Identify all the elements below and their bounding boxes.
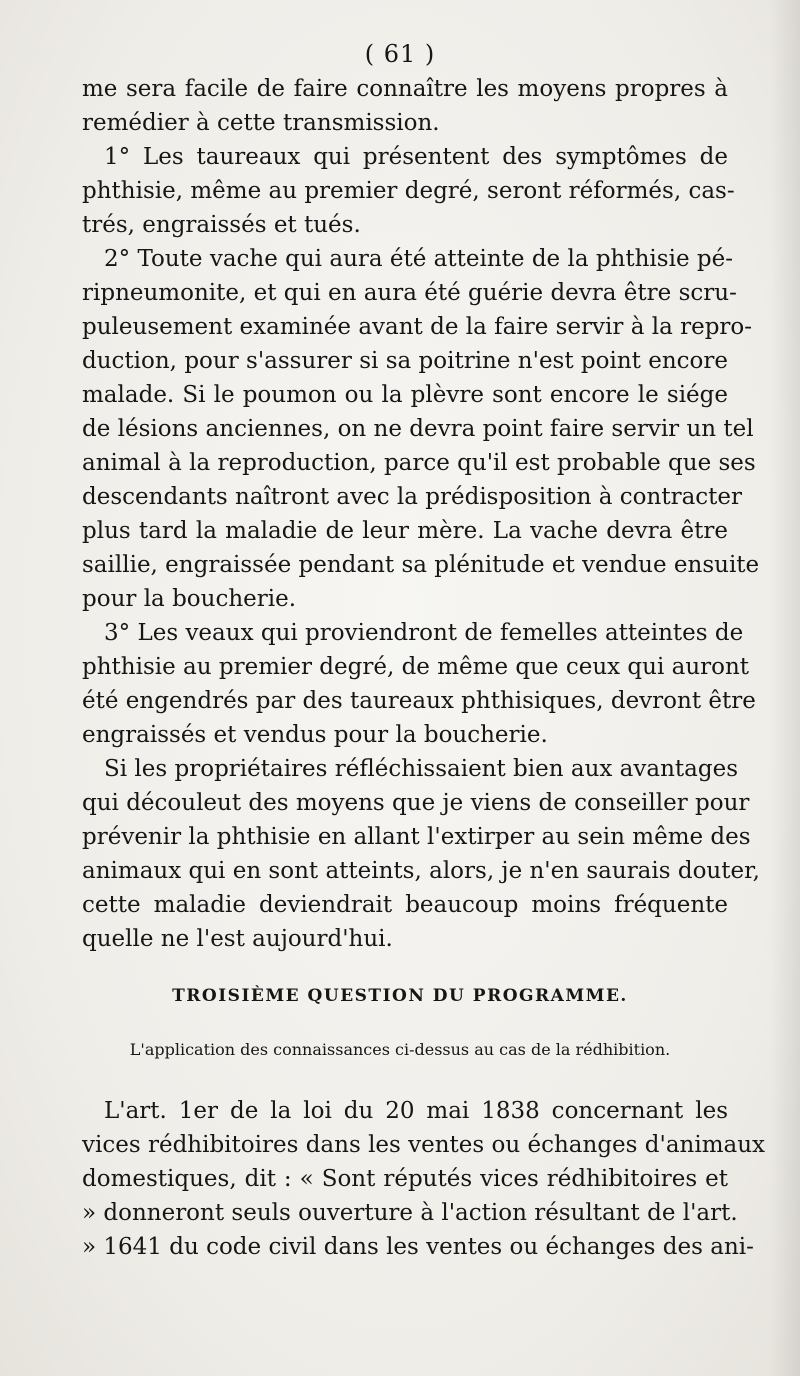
text-line: trés, engraissés et tués.	[82, 212, 361, 238]
text-line: phthisie au premier degré, de même que ceux qui auront	[82, 654, 750, 680]
text-line: descendants naîtront avec la prédisposition à contracter	[82, 484, 743, 510]
text-line: vices rédhibitoires dans les ventes ou échanges d'animaux	[82, 1132, 766, 1158]
page-edge-shadow	[770, 0, 800, 1376]
text-line: qui découleut des moyens que je viens de conseiller pour	[82, 790, 750, 816]
text-line: saillie, engraissée pendant sa plénitude et vendue ensuite	[82, 552, 760, 578]
text-line: remédier à cette transmission.	[82, 110, 440, 136]
section-heading: TROISIÈME QUESTION DU PROGRAMME.	[172, 986, 628, 1006]
text-line: animaux qui en sont atteints, alors, je n'en saurais douter,	[82, 858, 760, 884]
text-line: » 1641 du code civil dans les ventes ou échanges des ani-	[82, 1234, 754, 1260]
text-line: malade. Si le poumon ou la plèvre sont encore le siége	[82, 382, 728, 408]
text-line: L'art. 1er de la loi du 20 mai 1838 concernant les	[104, 1098, 728, 1124]
page-number: ( 61 )	[364, 40, 436, 68]
text-line: Si les propriétaires réfléchissaient bien aux avantages	[104, 756, 738, 782]
section-subheading: L'application des connaissances ci-dessus au cas de la rédhibition.	[129, 1040, 671, 1059]
text-line: duction, pour s'assurer si sa poitrine n'est point encore	[82, 348, 728, 374]
body-text-part2	[82, 1094, 766, 1264]
text-line: engraissés et vendus pour la boucherie.	[82, 722, 548, 748]
text-line: cette maladie deviendrait beaucoup moins fréquente	[82, 892, 728, 918]
text-line: ripneumonite, et qui en aura été guérie devra être scru-	[82, 280, 737, 306]
text-line: été engendrés par des taureaux phthisiques, devront être	[82, 688, 756, 714]
text-line: animal à la reproduction, parce qu'il est probable que ses	[82, 450, 756, 476]
text-line: 2° Toute vache qui aura été atteinte de la phthisie pé-	[104, 246, 733, 272]
text-line: puleusement examinée avant de la faire servir à la repro-	[82, 314, 753, 340]
body-text-part1	[82, 72, 760, 956]
text-line: quelle ne l'est aujourd'hui.	[82, 926, 393, 952]
text-line: domestiques, dit : « Sont réputés vices rédhibitoires et	[82, 1166, 728, 1192]
text-line: de lésions anciennes, on ne devra point faire servir un tel	[82, 416, 754, 442]
text-line: 1° Les taureaux qui présentent des symptômes de	[104, 144, 728, 170]
text-line: plus tard la maladie de leur mère. La vache devra être	[82, 518, 728, 544]
text-line: me sera facile de faire connaître les moyens propres à	[82, 76, 728, 102]
text-line: prévenir la phthisie en allant l'extirper au sein même des	[82, 824, 751, 850]
text-line: phthisie, même au premier degré, seront réformés, cas-	[82, 178, 735, 204]
text-line: » donneront seuls ouverture à l'action résultant de l'art.	[82, 1200, 738, 1226]
text-line: pour la boucherie.	[82, 586, 297, 612]
text-line: 3° Les veaux qui proviendront de femelles atteintes de	[104, 620, 744, 646]
